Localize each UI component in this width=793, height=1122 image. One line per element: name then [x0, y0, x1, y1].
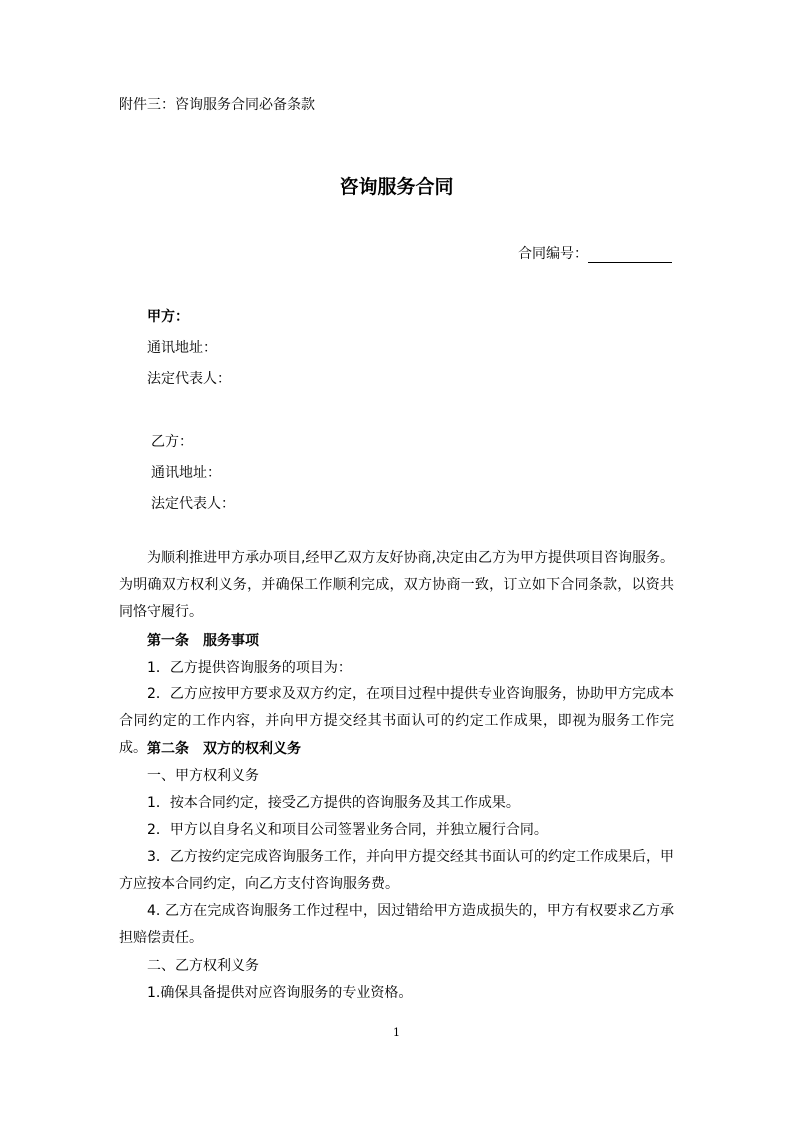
intro-paragraph: 为顺利推进甲方承办项目,经甲乙双方友好协商,决定由乙方为甲方提供项目咨询服务。为明确双方权利义务，并确保工作顺利完成，双方协商一致，订立如下合同条款，以资共同恪守履行。	[119, 550, 674, 620]
party-a-legal-rep: 法定代表人：	[147, 371, 231, 387]
article2-a-item-3: 3．乙方按约定完成咨询服务工作，并向甲方提交经其书面认可的约定工作成果后，甲方应按本合同约定，向乙方支付咨询服务费。	[119, 849, 674, 892]
party-a-label: 甲方：	[147, 309, 189, 325]
attachment-header: 附件三：咨询服务合同必备条款	[119, 97, 315, 113]
contract-number-label: 合同编号：	[518, 246, 588, 262]
article1-item-2: 2．乙方应按甲方要求及双方约定，在项目过程中提供专业咨询服务，协助甲方完成本合同约定的工作内容，并向甲方提交经其书面认可的约定工作成果，即视为服务工作完成。	[119, 686, 674, 756]
party-b-address: 通讯地址：	[151, 465, 221, 481]
article2-a-item-1: 1．按本合同约定，接受乙方提供的咨询服务及其工作成果。	[147, 795, 520, 811]
article2-sub-a: 一、甲方权利义务	[147, 768, 259, 784]
party-b-legal-rep: 法定代表人：	[151, 496, 235, 512]
article2-a-item-2: 2．甲方以自身名义和项目公司签署业务合同，并独立履行合同。	[147, 822, 548, 838]
article2-a-item-4: 4. 乙方在完成咨询服务工作过程中，因过错给甲方造成损失的，甲方有权要求乙方承担赔偿责任。	[119, 903, 674, 946]
article2-heading: 第二条 双方的权利义务	[147, 741, 301, 757]
article2-sub-b: 二、乙方权利义务	[147, 958, 259, 974]
party-a-address: 通讯地址：	[147, 340, 217, 356]
party-b-label: 乙方：	[151, 434, 193, 450]
contract-number	[518, 245, 672, 263]
article2-b-item-1: 1.确保具备提供对应咨询服务的专业资格。	[147, 985, 413, 1001]
document-title: 咨询服务合同	[339, 176, 454, 198]
article1-item-1: 1．乙方提供咨询服务的项目为：	[147, 660, 352, 676]
page-number: 1	[393, 1026, 400, 1039]
contract-number-blank	[588, 247, 672, 263]
article1-heading: 第一条 服务事项	[147, 633, 259, 649]
